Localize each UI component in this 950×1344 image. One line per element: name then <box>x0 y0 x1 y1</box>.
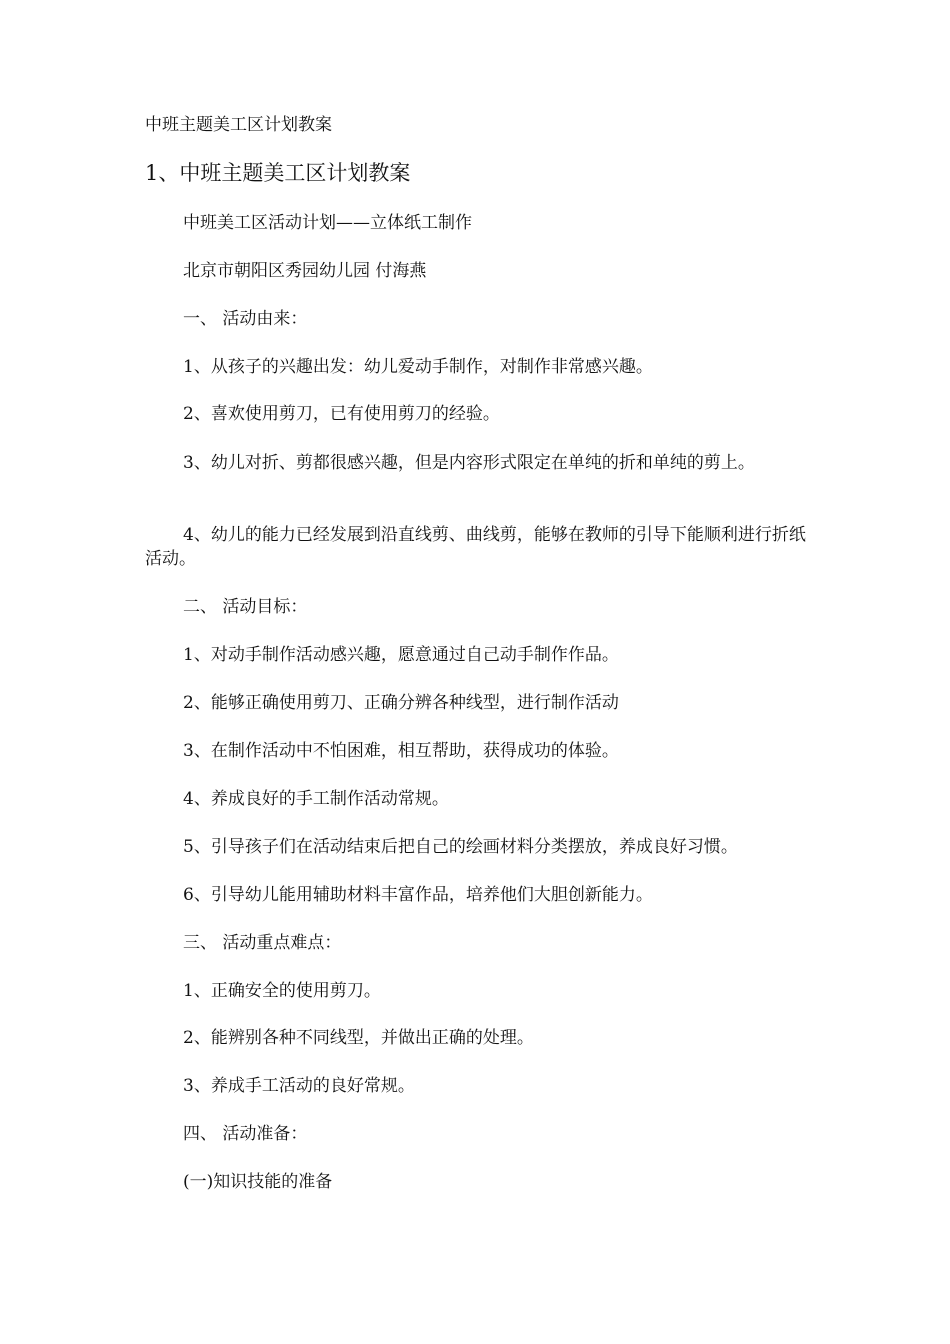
paragraph-origin-4: 4、幼儿的能力已经发展到沿直线剪、曲线剪，能够在教师的引导下能顺利进行折纸活动。 <box>145 525 806 569</box>
paragraph-origin-3: 3、幼儿对折、剪都很感兴趣，但是内容形式限定在单纯的折和单纯的剪上。 <box>183 453 755 473</box>
paragraph-preparation-1: (一)知识技能的准备 <box>183 1172 333 1192</box>
heading-preparation: 四、 活动准备： <box>183 1124 308 1144</box>
paragraph-goal-6: 6、引导幼儿能用辅助材料丰富作品，培养他们大胆创新能力。 <box>183 885 653 905</box>
paragraph-key-point-1: 1、正确安全的使用剪刀。 <box>183 981 381 1001</box>
document-title: 中班主题美工区计划教案 <box>145 115 332 135</box>
heading-origin: 一、 活动由来： <box>183 309 308 329</box>
paragraph-goal-5: 5、引导孩子们在活动结束后把自己的绘画材料分类摆放，养成良好习惯。 <box>183 837 738 857</box>
section-heading: 1、中班主题美工区计划教案 <box>145 161 411 185</box>
paragraph-key-point-2: 2、能辨别各种不同线型，并做出正确的处理。 <box>183 1028 534 1048</box>
paragraph-goal-3: 3、在制作活动中不怕困难，相互帮助，获得成功的体验。 <box>183 741 619 761</box>
paragraph-origin-1: 1、从孩子的兴趣出发：幼儿爱动手制作，对制作非常感兴趣。 <box>183 357 653 377</box>
paragraph-activity-plan-title: 中班美工区活动计划——立体纸工制作 <box>183 213 472 233</box>
paragraph-key-point-3: 3、养成手工活动的良好常规。 <box>183 1076 415 1096</box>
paragraph-goal-1: 1、对动手制作活动感兴趣，愿意通过自己动手制作作品。 <box>183 645 619 665</box>
paragraph-goal-2: 2、能够正确使用剪刀、正确分辨各种线型，进行制作活动 <box>183 693 619 713</box>
heading-goals: 二、 活动目标： <box>183 597 308 617</box>
paragraph-author: 北京市朝阳区秀园幼儿园 付海燕 <box>183 261 427 281</box>
paragraph-goal-4: 4、养成良好的手工制作活动常规。 <box>183 789 449 809</box>
paragraph-origin-2: 2、喜欢使用剪刀，已有使用剪刀的经验。 <box>183 404 500 424</box>
heading-key-points: 三、 活动重点难点： <box>183 933 342 953</box>
